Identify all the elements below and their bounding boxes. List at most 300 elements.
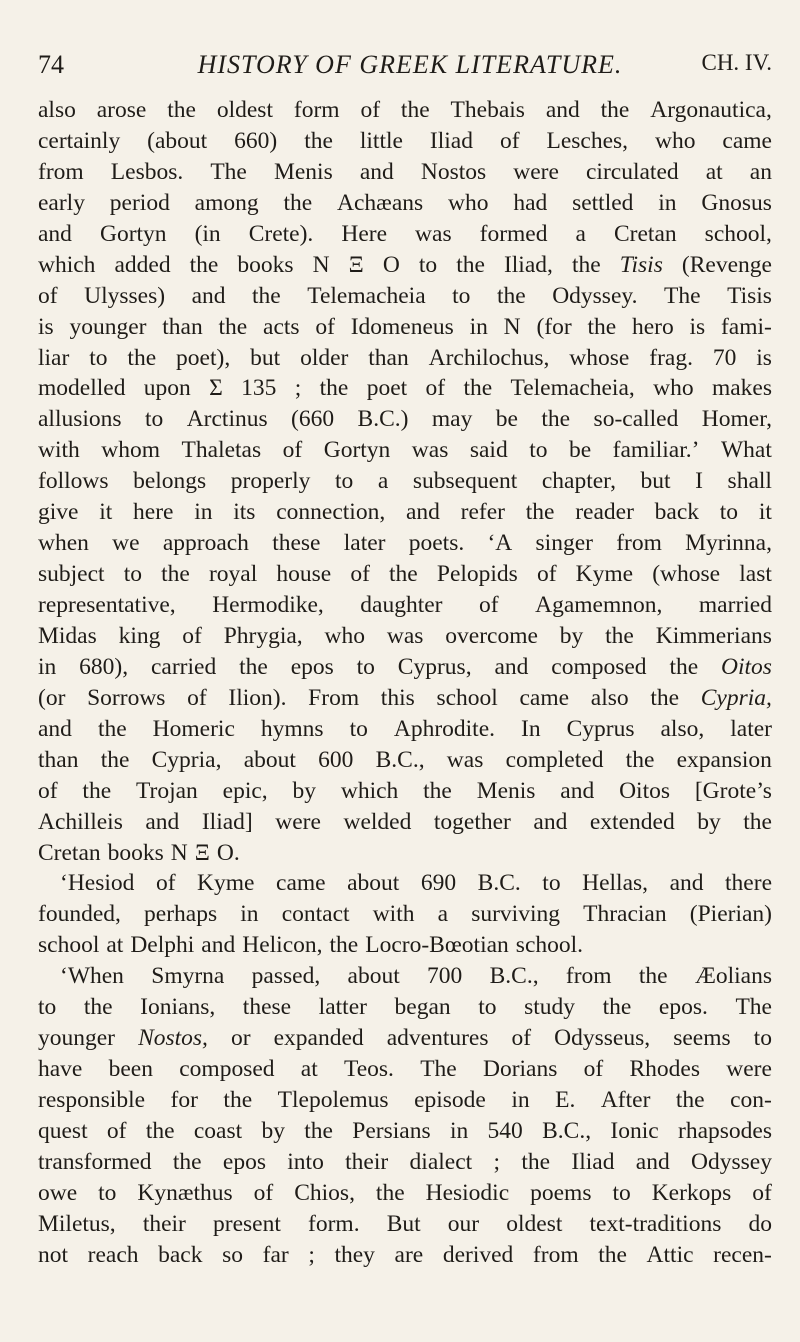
word: we — [112, 530, 140, 557]
word: Gnosus — [701, 189, 772, 216]
text-line — [38, 559, 772, 590]
text-line — [38, 528, 772, 559]
word: to — [349, 715, 368, 742]
word: Teos. — [344, 1056, 394, 1083]
word: latter — [318, 994, 367, 1021]
word: came — [519, 684, 570, 711]
word: Ξ — [348, 251, 364, 278]
word: Σ — [209, 375, 223, 402]
word: the — [456, 251, 485, 278]
word: fami- — [720, 313, 772, 340]
word: books — [107, 839, 164, 866]
word: (whose — [652, 561, 721, 588]
word: the — [423, 777, 452, 804]
word: Miletus, — [38, 1210, 116, 1237]
word: carried — [150, 653, 217, 680]
word: Idomeneus — [350, 313, 454, 340]
word: it — [758, 499, 772, 526]
word: was — [386, 622, 424, 649]
word: N — [503, 313, 521, 340]
word: recen- — [713, 1241, 772, 1268]
word: the — [638, 963, 668, 990]
word: which — [340, 777, 399, 804]
word: in — [38, 653, 57, 680]
word: poems — [530, 1179, 592, 1206]
word: than — [38, 746, 79, 773]
page-header — [38, 46, 772, 82]
word: poet — [366, 375, 408, 402]
word: In — [521, 715, 541, 742]
word: Iliad — [571, 1148, 615, 1175]
text-line — [38, 930, 772, 961]
word: quest — [38, 1117, 88, 1144]
word: do — [748, 1210, 772, 1237]
word: the — [525, 499, 555, 526]
word: the — [161, 561, 190, 588]
word: Locro-Bœotian — [365, 932, 509, 959]
word: Cypria, — [151, 746, 222, 773]
word: B.C., — [489, 963, 539, 990]
word: Nostos, — [138, 1025, 208, 1052]
word: in — [511, 1087, 530, 1113]
word: representative, — [38, 592, 176, 618]
word: connection, — [276, 499, 386, 526]
word: frag. — [649, 344, 693, 371]
word: circulated — [586, 158, 679, 185]
text-line — [38, 745, 772, 776]
word: Cyprus, — [397, 653, 472, 680]
word: had — [513, 189, 548, 216]
word: Kerkops — [651, 1179, 732, 1206]
word: the — [239, 653, 268, 680]
word: (Pierian) — [689, 901, 772, 928]
word: and — [533, 808, 568, 835]
word: to — [356, 653, 375, 680]
word: welded — [343, 808, 412, 835]
word: period — [109, 189, 170, 216]
word: and — [405, 499, 440, 526]
word: when — [38, 530, 89, 557]
word: of — [479, 592, 499, 618]
word: modelled — [38, 375, 126, 402]
word: this — [380, 684, 415, 711]
word: Kyme — [575, 561, 634, 588]
word: from — [565, 963, 612, 990]
word: were — [275, 808, 321, 835]
word: by — [292, 777, 317, 804]
word: the — [100, 746, 130, 773]
word: they — [334, 1241, 375, 1268]
word: books — [237, 251, 294, 278]
word: the — [83, 994, 113, 1021]
word: among — [194, 189, 259, 216]
word: the — [189, 251, 219, 278]
word: Achilleis — [38, 808, 123, 835]
word: ; — [294, 375, 302, 402]
word: (or — [38, 684, 66, 711]
body-text — [38, 95, 772, 1271]
text-line — [38, 497, 772, 528]
word: Ulysses) — [84, 282, 166, 309]
word: Oitos — [619, 777, 671, 804]
word: Hesiodic — [425, 1179, 510, 1206]
word: Odyssey — [691, 1148, 772, 1175]
word: episode — [414, 1087, 486, 1113]
word: Gortyn — [323, 437, 391, 464]
word: subsequent — [412, 468, 518, 495]
text-line — [38, 466, 772, 497]
word: acts — [263, 313, 300, 340]
word: the — [304, 127, 333, 154]
word: to — [123, 561, 142, 588]
word: oldest — [506, 1210, 563, 1237]
word: not — [38, 1241, 69, 1268]
word: Thracian — [583, 901, 667, 928]
word: daughter — [360, 592, 443, 618]
word: the — [400, 97, 430, 123]
word: Nostos — [420, 158, 487, 185]
text-line — [38, 652, 772, 683]
word: there — [725, 870, 772, 897]
word: who — [653, 375, 694, 402]
page-number: 74 — [38, 50, 64, 79]
word: younger — [69, 313, 147, 340]
word: of — [253, 1179, 274, 1206]
word: and — [494, 653, 529, 680]
word: makes — [711, 375, 772, 402]
word: study — [524, 994, 576, 1021]
word: of — [315, 313, 335, 340]
word: Cyprus — [566, 715, 635, 742]
word: approach — [162, 530, 249, 557]
word: and — [38, 715, 72, 742]
word: may — [431, 406, 473, 433]
word: their — [142, 1210, 186, 1237]
word: completed — [505, 746, 604, 773]
word: the — [600, 97, 630, 123]
word: but — [640, 468, 671, 495]
word: Attic — [646, 1241, 694, 1268]
word: and — [560, 777, 595, 804]
word: began — [394, 994, 451, 1021]
word: Rhodes — [629, 1056, 700, 1083]
text-line — [38, 435, 772, 466]
word: the — [172, 1148, 202, 1175]
word: epic, — [222, 777, 268, 804]
word: the — [571, 251, 601, 278]
word: royal — [208, 561, 258, 588]
word: so-called — [593, 406, 679, 433]
text-line — [38, 1209, 772, 1240]
word: Iliad] — [201, 808, 253, 835]
word: Dorians — [482, 1056, 558, 1083]
word: expanded — [273, 1025, 364, 1052]
word: Lesbos. — [110, 158, 184, 185]
word: was — [411, 437, 449, 464]
word: to — [38, 994, 57, 1021]
word: Arctinus — [186, 406, 268, 433]
word: give — [38, 499, 79, 526]
word: 680), — [79, 653, 129, 680]
word: 600 — [318, 746, 354, 773]
word: and — [635, 1148, 670, 1175]
word: so — [222, 1241, 244, 1268]
word: Here — [341, 220, 388, 247]
word: O — [382, 251, 400, 278]
word: to — [98, 1179, 117, 1206]
word: Thaletas — [181, 437, 262, 464]
word: Homer, — [701, 406, 772, 433]
word: Pelopids — [436, 561, 518, 588]
word: text-traditions — [589, 1210, 722, 1237]
word: the — [223, 1087, 253, 1113]
word: back — [158, 1241, 203, 1268]
word: whose — [569, 344, 630, 371]
word: The — [664, 282, 701, 309]
word: also, — [660, 715, 705, 742]
word: 700 — [427, 963, 463, 990]
word: at — [705, 158, 723, 185]
word: O. — [216, 839, 240, 866]
text-line — [38, 807, 772, 838]
word: liar — [38, 344, 70, 371]
word: and — [359, 158, 394, 185]
text-line — [38, 1178, 772, 1209]
word: school — [38, 932, 100, 959]
word: at — [106, 932, 124, 959]
word: hymns — [260, 715, 324, 742]
text-line — [38, 404, 772, 435]
word: also — [590, 684, 629, 711]
word: Helicon, — [242, 932, 323, 959]
word: The — [210, 158, 247, 185]
word: of — [499, 127, 520, 154]
word: to — [478, 994, 497, 1021]
word: chapter, — [541, 468, 616, 495]
word: properly — [230, 468, 311, 495]
word: From — [308, 684, 360, 711]
word: I — [695, 468, 703, 495]
text-line — [38, 1147, 772, 1178]
word: and — [145, 808, 180, 835]
word: poet), — [176, 344, 231, 371]
word: our — [447, 1210, 480, 1237]
word: was — [446, 746, 484, 773]
word: with — [38, 437, 80, 464]
word: together — [433, 808, 511, 835]
word: is — [689, 313, 706, 340]
word: king — [118, 622, 161, 649]
word: present — [213, 1210, 281, 1237]
word: but — [250, 344, 281, 371]
word: (for — [536, 313, 572, 340]
word: who — [324, 622, 366, 649]
word: of — [360, 97, 381, 123]
word: have — [38, 1056, 83, 1083]
word: Odyssey. — [552, 282, 638, 309]
word: Æolians — [694, 963, 772, 990]
word: house — [276, 561, 332, 588]
word: Phrygia, — [223, 622, 303, 649]
word: passed, — [251, 963, 321, 990]
text-line — [38, 1085, 772, 1116]
word: school — [436, 684, 498, 711]
word: Crete). — [248, 220, 314, 247]
text-line — [38, 776, 772, 807]
word: Tlepolemus — [277, 1087, 389, 1113]
word: follows — [38, 468, 109, 495]
word: to — [719, 499, 739, 526]
word: transformed — [38, 1148, 152, 1175]
word: last — [739, 561, 772, 588]
text-line — [38, 868, 772, 899]
word: its — [233, 499, 256, 526]
word: What — [720, 437, 772, 464]
word: little — [359, 127, 403, 154]
word: the — [602, 994, 632, 1021]
word: Thebais — [450, 97, 525, 123]
text-line — [38, 1116, 772, 1147]
word: Iliad, — [503, 251, 553, 278]
word: Sorrows — [87, 684, 166, 711]
word: extended — [589, 808, 675, 835]
word: B.C.) — [357, 406, 409, 433]
word: younger — [38, 1025, 116, 1052]
word: composed — [551, 653, 647, 680]
word: form. — [308, 1210, 360, 1237]
word: Menis — [273, 158, 333, 185]
text-line — [38, 312, 772, 343]
word: in — [240, 901, 259, 928]
word: also — [38, 97, 76, 123]
word: to — [144, 406, 164, 433]
word: later — [730, 715, 772, 742]
word: about — [243, 746, 296, 773]
word: from — [532, 1241, 579, 1268]
word: B.C., — [375, 746, 425, 773]
word: ‘A — [487, 530, 513, 557]
word: owe — [38, 1179, 78, 1206]
word: is — [756, 344, 772, 371]
word: into — [287, 1148, 324, 1175]
word: After — [600, 1087, 651, 1113]
word: (660 — [291, 406, 335, 433]
word: Delphi — [130, 932, 195, 959]
word: the — [218, 313, 248, 340]
word: composed — [179, 1056, 275, 1083]
word: about — [347, 870, 400, 897]
text-line — [38, 590, 772, 621]
word: ‘When — [60, 963, 124, 990]
word: of — [182, 622, 202, 649]
word: seems — [673, 1025, 731, 1052]
word: came — [276, 870, 326, 897]
word: of — [350, 561, 370, 588]
word: singer — [535, 530, 593, 557]
word: Lesches, — [546, 127, 629, 154]
word: Ξ — [194, 839, 210, 866]
word: and — [669, 870, 704, 897]
word: upon — [143, 375, 191, 402]
word: from — [616, 530, 662, 557]
word: 540 — [487, 1117, 523, 1144]
word: were — [726, 1056, 772, 1083]
text-line — [38, 1023, 772, 1054]
word: the — [304, 1117, 333, 1144]
word: arose — [96, 97, 147, 123]
word: the — [675, 1087, 705, 1113]
word: N — [170, 839, 188, 866]
text-line — [38, 250, 772, 281]
word: Cretan — [38, 839, 101, 866]
word: and — [38, 220, 72, 247]
word: to — [334, 468, 354, 495]
word: the — [319, 375, 349, 402]
text-line — [38, 188, 772, 219]
word: who — [654, 127, 696, 154]
word: Hellas, — [582, 870, 649, 897]
word: Telemacheia, — [510, 375, 635, 402]
word: shall — [727, 468, 772, 495]
word: be — [495, 406, 518, 433]
word: E. — [555, 1087, 576, 1113]
word: expansion — [676, 746, 772, 773]
word: older — [300, 344, 349, 371]
word: of — [38, 777, 58, 804]
word: epos — [290, 653, 334, 680]
word: adventures — [386, 1025, 489, 1052]
word: 660) — [234, 127, 278, 154]
word: the — [625, 746, 655, 773]
word: for — [170, 1087, 198, 1113]
word: here — [133, 499, 174, 526]
word: to — [753, 1025, 772, 1052]
text-line — [38, 126, 772, 157]
word: was — [415, 220, 452, 247]
text-line — [38, 838, 772, 869]
word: refer — [460, 499, 505, 526]
word: ; — [308, 1241, 315, 1268]
word: overcome — [445, 622, 538, 649]
word: ; — [493, 1148, 501, 1175]
word: back — [654, 499, 700, 526]
word: than — [368, 344, 409, 371]
word: by — [559, 622, 584, 649]
text-line — [38, 683, 772, 714]
word: added — [114, 251, 171, 278]
text-line — [38, 281, 772, 312]
word: Achæans — [337, 189, 424, 216]
word: formed — [479, 220, 548, 247]
word: Aphrodite. — [393, 715, 496, 742]
text-line — [38, 714, 772, 745]
word: married — [698, 592, 772, 618]
word: the — [329, 932, 359, 959]
word: of — [282, 437, 303, 464]
word: Myrinna, — [685, 530, 772, 557]
word: the — [598, 1241, 627, 1268]
word: Gortyn — [99, 220, 167, 247]
word: early — [38, 189, 85, 216]
text-line — [38, 621, 772, 652]
word: of — [155, 870, 176, 897]
word: N — [312, 251, 330, 278]
word: said — [469, 437, 508, 464]
word: reach — [87, 1241, 139, 1268]
word: of — [38, 282, 58, 309]
word: the — [587, 313, 617, 340]
word: Kyme — [197, 870, 255, 897]
